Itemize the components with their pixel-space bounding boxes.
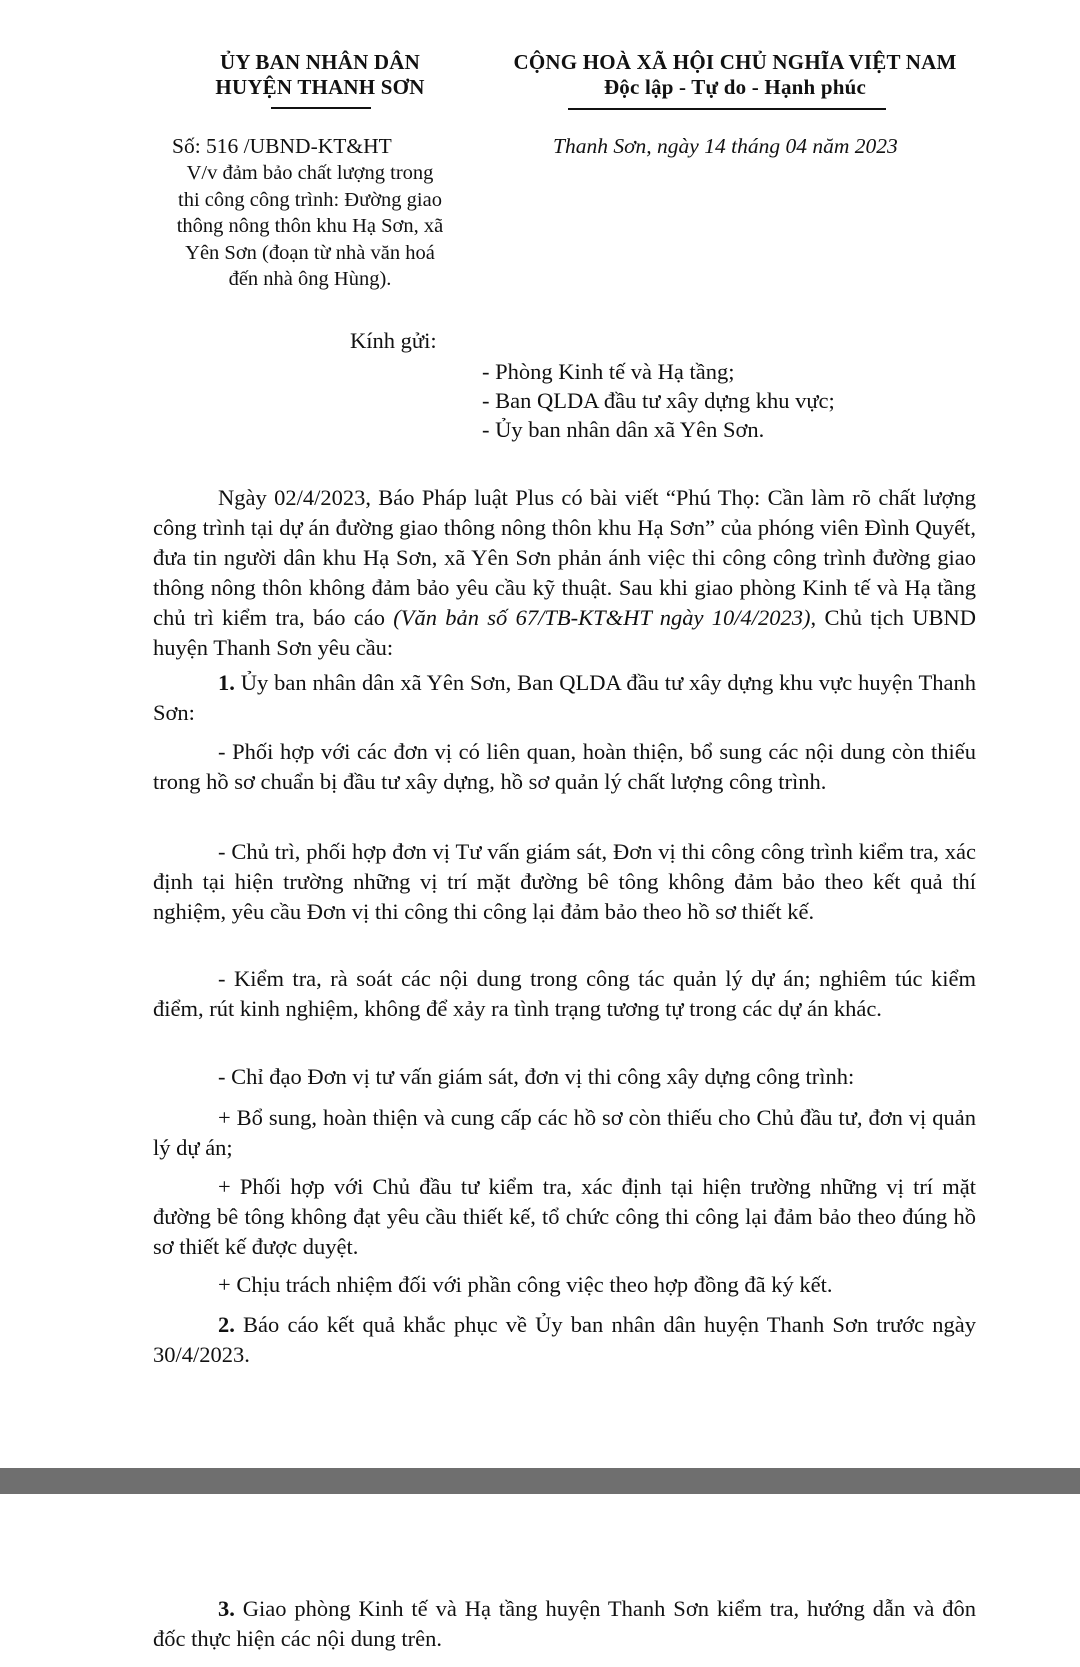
section-1-text: Ủy ban nhân dân xã Yên Sơn, Ban QLDA đầu tư xây dựng khu vực huyện Thanh Sơn: bbox=[153, 670, 976, 725]
section-1-bullet: - Chỉ đạo Đơn vị tư vấn giám sát, đơn vị thi công xây dựng công trình: bbox=[218, 1064, 855, 1089]
motto-underline bbox=[568, 108, 886, 110]
document-page-2 bbox=[0, 1494, 1080, 1667]
section-1-bullet: - Chủ trì, phối hợp đơn vị Tư vấn giám sát, Đơn vị thi công công trình kiểm tra, xác định tại hiện trường những vị trí mặt đường bê tông không đảm bảo theo kết quả thí nghiệm, yêu cầu Đơn vị thi công thi công lại đảm bảo theo hồ sơ thiết kế. bbox=[153, 839, 976, 924]
recipients-list bbox=[482, 357, 835, 444]
page-separator bbox=[0, 1468, 1080, 1494]
intro-text: Ngày 02/4/2023, Báo Pháp luật Plus có bài viết “Phú Thọ: Cần làm rõ chất lượng công trình tại dự án đường giao thông nông thôn khu Hạ Sơn” của phóng viên Đình Quyết, đưa tin người dân khu Hạ Sơn, xã Yên Sơn phản ánh việc thi công công trình đường giao thông nông thôn không đảm bảo yêu cầu kỹ thuật. Sau khi giao phòng Kinh tế và Hạ tầng chủ trì kiểm tra, báo cáo bbox=[153, 485, 976, 630]
section-3-text: Giao phòng Kinh tế và Hạ tầng huyện Thanh Sơn kiểm tra, hướng dẫn và đôn đốc thực hiện các nội dung trên. bbox=[153, 1596, 976, 1651]
recipient-item: - Ban QLDA đầu tư xây dựng khu vực; bbox=[482, 388, 835, 413]
subject-block bbox=[150, 160, 470, 293]
agency-line-2: HUYỆN THANH SƠN bbox=[215, 75, 425, 99]
section-2-number: 2. bbox=[218, 1312, 235, 1337]
subject-line: thi công công trình: Đường giao bbox=[178, 188, 442, 211]
subject-line: thông nông thôn khu Hạ Sơn, xã bbox=[176, 215, 444, 237]
section-2 bbox=[153, 1310, 976, 1370]
national-header bbox=[480, 50, 990, 100]
recipient-item: - Phòng Kinh tế và Hạ tầng; bbox=[482, 359, 735, 384]
section-3 bbox=[153, 1594, 976, 1654]
sub-item: + Chịu trách nhiệm đối với phần công việc theo hợp đồng đã ký kết. bbox=[218, 1272, 833, 1297]
section-1-heading bbox=[153, 668, 976, 728]
section-1-number: 1. bbox=[218, 670, 235, 695]
section-2-text: Báo cáo kết quả khắc phục về Ủy ban nhân dân huyện Thanh Sơn trước ngày 30/4/2023. bbox=[153, 1312, 976, 1367]
sub-item: + Phối hợp với Chủ đầu tư kiểm tra, xác định tại hiện trường những vị trí mặt đường bê tông không đạt yêu cầu thiết kế, tổ chức công thi công lại đảm bảo theo đúng hồ sơ thiết kế được duyệt. bbox=[153, 1174, 976, 1259]
section-1-bullet: - Kiểm tra, rà soát các nội dung trong công tác quản lý dự án; nghiêm túc kiểm điểm, rút kinh nghiệm, không để xảy ra tình trạng tương tự trong các dự án khác. bbox=[153, 966, 976, 1021]
agency-line-1: ỦY BAN NHÂN DÂN bbox=[220, 50, 420, 74]
document-number: Số: 516 /UBND-KT&HT bbox=[172, 134, 392, 158]
recipients-label: Kính gửi: bbox=[350, 328, 437, 353]
national-title: CỘNG HOÀ XÃ HỘI CHỦ NGHĨA VIỆT NAM bbox=[513, 50, 957, 74]
subject-line: đến nhà ông Hùng). bbox=[228, 268, 392, 290]
recipient-item: - Ủy ban nhân dân xã Yên Sơn. bbox=[482, 417, 765, 442]
section-3-number: 3. bbox=[218, 1596, 235, 1621]
sub-item: + Bổ sung, hoàn thiện và cung cấp các hồ sơ còn thiếu cho Chủ đầu tư, đơn vị quản lý dự án; bbox=[153, 1105, 976, 1160]
agency-name bbox=[190, 50, 450, 100]
intro-paragraph bbox=[153, 483, 976, 663]
intro-reference: (Văn bản số 67/TB-KT&HT ngày 10/4/2023) bbox=[393, 605, 811, 630]
national-motto: Độc lập - Tự do - Hạnh phúc bbox=[603, 75, 867, 99]
agency-underline bbox=[271, 107, 371, 109]
subject-line: V/v đảm bảo chất lượng trong bbox=[186, 162, 434, 184]
subject-line: Yên Sơn (đoạn từ nhà văn hoá bbox=[185, 241, 435, 264]
intro-tail: , Chủ tịch UBND huyện Thanh Sơn yêu cầu: bbox=[153, 605, 977, 660]
issue-date: Thanh Sơn, ngày 14 tháng 04 năm 2023 bbox=[553, 134, 898, 158]
section-1-bullet: - Phối hợp với các đơn vị có liên quan, hoàn thiện, bổ sung các nội dung còn thiếu trong hồ sơ chuẩn bị đầu tư xây dựng, hồ sơ quản lý chất lượng công trình. bbox=[153, 739, 976, 794]
